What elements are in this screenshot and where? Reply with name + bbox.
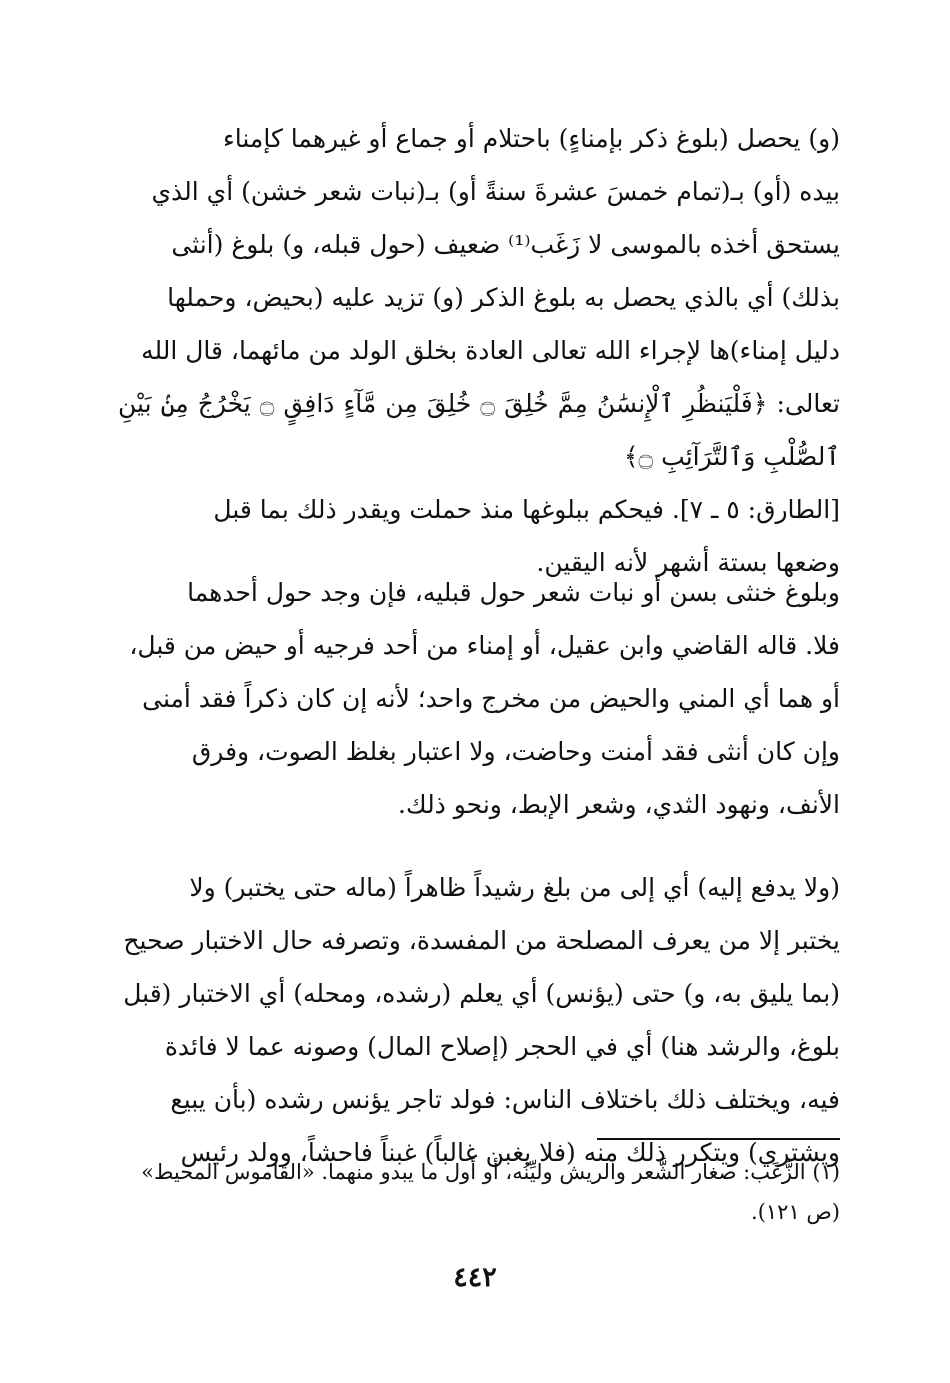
- paragraph-hermaphrodite: وبلوغ خنثى بسن أو نبات شعر حول قبليه، فإن وجد حول أحدهما فلا. قاله القاضي وابن عقيل، أو إمناء من أحد فرجيه أو حيض من قبل، أو هما أي المني والحيض من مخرج واحد؛ لأنه إن كان ذكراً فقد أمنى وإن كان أنثى فقد أمنت وحاضت، ولا اعتبار بغلظ الصوت، وفرق الأنف، ونهود الثدي، وشعر الإبط، ونحو ذلك.: [129, 578, 840, 819]
- footnote-separator: [597, 1138, 840, 1140]
- main-text: [118, 112, 840, 1179]
- paragraph-puberty-signs: (و) يحصل (بلوغ ذكر بإمناءٍ) باحتلام أو جماع أو غيرهما كإمناء بيده (أو) بـ(تمام خمسَ عشرةَ سنةً أو) بـ(نبات شعر خشن) أي الذي يستحق أخذه بالموسى لا زَغَب⁽¹⁾ ضعيف (حول قبله، و) بلوغ (أنثى بذلك) أي بالذي يحصل به بلوغ الذكر (و) تزيد عليه (بحيض، وحملها دليل إمناء)ها لإجراء الله تعالى العادة بخلق الولد من مائهما، قال الله تعالى: ﴿فَلْيَنظُرِ ٱلْإِنسَٰنُ مِمَّ خُلِقَ ۝ خُلِقَ مِن مَّآءٍ دَافِقٍ ۝ يَخْرُجُ مِنۢ بَيْنِ ٱلصُّلْبِ وَٱلتَّرَآئِبِ ۝﴾ [الطارق: ٥ ـ ٧]. فيحكم ببلوغها منذ حملت ويقدر ذلك بما قبل وضعها بستة أشهر لأنه اليقين.: [118, 124, 840, 577]
- page-number: ٤٤٢: [453, 1262, 497, 1293]
- footnote: (١) الزَّغَب: صغار الشَّعر والريش وليِّنُه، أو أول ما يبدو منهما. «القاموس المحيط» (ص ١٢١).: [141, 1160, 840, 1224]
- paragraph-testing: (ولا يدفع إليه) أي إلى من بلغ رشيداً ظاهراً (ماله حتى يختبر) ولا يختبر إلا من يعرف المصلحة من المفسدة، وتصرفه حال الاختبار صحيح (بما يليق به، و) حتى (يؤنس) أي يعلم (رشده، ومحله) أي الاختبار (قبل بلوغ، والرشد هنا) أي في الحجر (إصلاح المال) وصونه عما لا فائدة فيه، ويختلف ذلك باختلاف الناس: فولد تاجر يؤنس رشده (بأن يبيع ويشتري) ويتكرر ذلك منه (فلا يغبن غالباً) غبناً فاحشاً، وولد رئيس: [123, 873, 840, 1167]
